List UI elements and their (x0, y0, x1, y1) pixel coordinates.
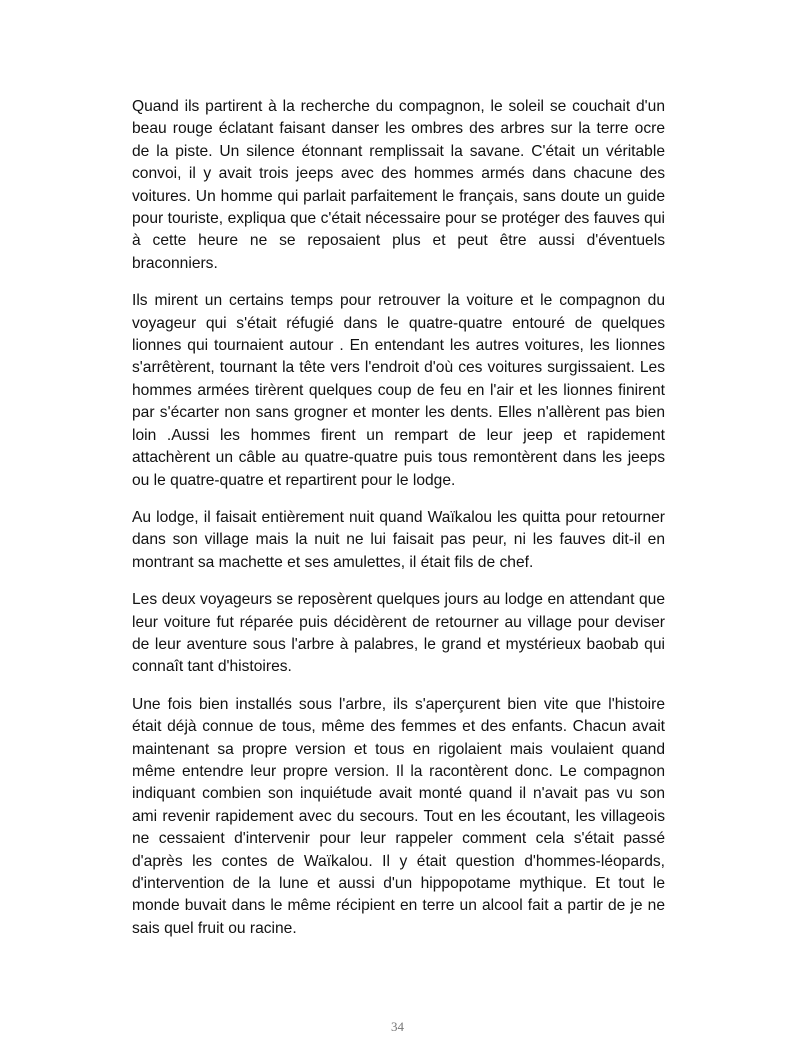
paragraph-return-village: Les deux voyageurs se reposèrent quelques jours au lodge en attendant que leur voiture fut réparée puis décidèrent de retourner au village pour deviser de leur aventure sous l'arbre à palabres, le grand et mystérieux baobab qui connaît tant d'histoires. (132, 591, 665, 676)
text-body (132, 96, 665, 955)
page-number: 34 (391, 1019, 404, 1034)
paragraph-rescue: Ils mirent un certains temps pour retrouver la voiture et le compagnon du voyageur qui s'était réfugié dans le quatre-quatre entouré de quelques lionnes qui tournaient autour . En entendant les autres voitures, les lionnes s'arrêtèrent, tournant la tête vers l'endroit d'où ces voitures surgissaient. Les hommes armées tirèrent quelques coup de feu en l'air et les lionnes finirent par s'écarter non sans grogner et monter les dents. Elles n'allèrent pas bien loin .Aussi les hommes firent un rempart de leur jeep et rapidement attachèrent un câble au quatre-quatre puis tous remontèrent dans les jeeps ou le quatre-quatre et repartirent pour le lodge. (132, 292, 665, 489)
paragraph-lodge: Au lodge, il faisait entièrement nuit quand Waïkalou les quitta pour retourner dans son village mais la nuit ne lui faisait pas peur, ni les fauves dit-il en montrant sa machette et ses amulettes, il était fils de chef. (132, 508, 665, 571)
paragraph-baobab-story: Une fois bien installés sous l'arbre, ils s'aperçurent bien vite que l'histoire était déjà connue de tous, même des femmes et des enfants. Chacun avait maintenant sa propre version et tous en rigolaient mais voulaient quand même entendre leur propre version. Il la racontèrent donc. Le compagnon indiquant combien son inquiétude avait monté quand il n'avait pas vu son ami revenir rapidement avec du secours. Tout en les écoutant, les villageois ne cessaient d'intervenir pour leur rappeler comment cela s'était passé d'après les contes de Waïkalou. Il y était question d'hommes-léopards, d'intervention de la lune et aussi d'un hippopotame mythique. Et tout le monde buvait dans le même récipient en terre un alcool fait a partir de je ne sais quel fruit ou racine. (132, 695, 665, 937)
paragraph-search-party: Quand ils partirent à la recherche du compagnon, le soleil se couchait d'un beau rouge éclatant faisant danser les ombres des arbres sur la terre ocre de la piste. Un silence étonnant remplissait la savane. C'était un véritable convoi, il y avait trois jeeps avec des hommes armés dans chacune des voitures. Un homme qui parlait parfaitement le français, sans doute un guide pour touriste, expliqua que c'était nécessaire pour se protéger des fauves qui à cette heure ne se reposaient plus et peut être aussi d'éventuels braconniers. (132, 98, 665, 272)
